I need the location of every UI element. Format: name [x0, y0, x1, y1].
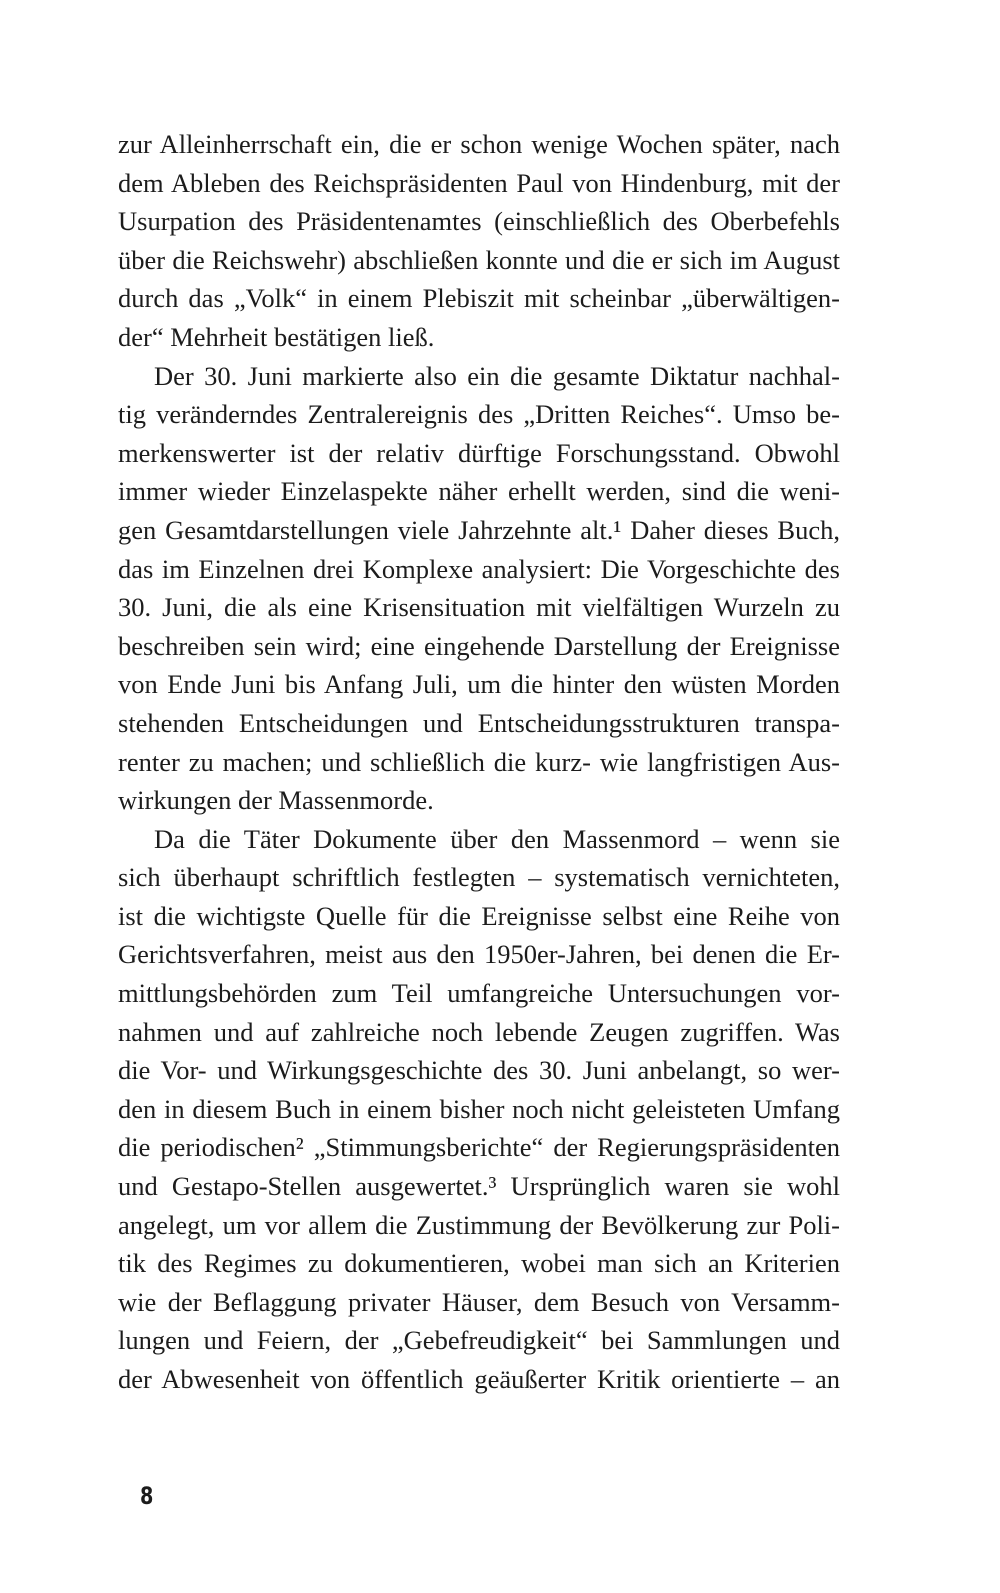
- text-line: wirkungen der Massenmorde.: [118, 785, 434, 816]
- text-line: 30. Juni, die als eine Krisensituation mit vielfältigen Wurzeln zu: [118, 592, 840, 623]
- text-line: tik des Regimes zu dokumentieren, wobei man sich an Kriterien: [118, 1248, 840, 1279]
- text-line: mittlungsbehörden zum Teil umfangreiche Untersuchungen vor-: [118, 978, 840, 1009]
- text-line: gen Gesamtdarstellungen viele Jahrzehnte alt.¹ Daher dieses Buch,: [118, 514, 840, 545]
- text-line: sich überhaupt schriftlich festlegten – systematisch vernichteten,: [118, 862, 840, 893]
- text-line: von Ende Juni bis Anfang Juli, um die hinter den wüsten Morden: [118, 669, 840, 700]
- text-line: Da die Täter Dokumente über den Massenmord – wenn sie: [154, 823, 840, 854]
- text-line: die Vor- und Wirkungsgeschichte des 30. Juni anbelangt, so wer-: [118, 1055, 840, 1086]
- text-line: angelegt, um vor allem die Zustimmung der Bevölkerung zur Poli-: [118, 1209, 840, 1240]
- text-line: beschreiben sein wird; eine eingehende Darstellung der Ereignisse: [118, 630, 840, 661]
- text-line: tig veränderndes Zentralereignis des „Dritten Reiches“. Umso be-: [118, 399, 840, 430]
- text-line: das im Einzelnen drei Komplexe analysiert: Die Vorgeschichte des: [118, 553, 840, 584]
- text-line: Der 30. Juni markierte also ein die gesamte Diktatur nachhal-: [154, 360, 840, 391]
- text-line: nahmen und auf zahlreiche noch lebende Zeugen zugriffen. Was: [118, 1016, 840, 1047]
- text-line: Gerichtsverfahren, meist aus den 1950er-Jahren, bei denen die Er-: [118, 939, 840, 970]
- text-line: dem Ableben des Reichspräsidenten Paul von Hindenburg, mit der: [118, 167, 840, 198]
- text-line: Usurpation des Präsidentenamtes (einschließlich des Oberbefehls: [118, 206, 840, 237]
- text-line: lungen und Feiern, der „Gebefreudigkeit“ bei Sammlungen und: [118, 1325, 840, 1356]
- body-text: [118, 125, 840, 1399]
- text-line: über die Reichswehr) abschließen konnte und die er sich im August: [118, 244, 840, 275]
- text-line: merkenswerter ist der relativ dürftige Forschungsstand. Obwohl: [118, 437, 840, 468]
- text-line: und Gestapo-Stellen ausgewertet.³ Ursprünglich waren sie wohl: [118, 1171, 840, 1202]
- text-line: die periodischen² „Stimmungsberichte“ der Regierungspräsidenten: [118, 1132, 840, 1163]
- text-line: durch das „Volk“ in einem Plebiszit mit scheinbar „überwältigen-: [118, 283, 840, 314]
- text-line: immer wieder Einzelaspekte näher erhellt werden, sind die weni-: [118, 476, 840, 507]
- text-line: der Abwesenheit von öffentlich geäußerter Kritik orientierte – an: [118, 1364, 840, 1394]
- paragraph-2: [118, 357, 840, 820]
- text-line: zur Alleinherrschaft ein, die er schon wenige Wochen später, nach: [118, 129, 840, 159]
- text-line: renter zu machen; und schließlich die kurz- wie langfristigen Aus-: [118, 746, 840, 777]
- page-number: 8: [140, 1482, 154, 1510]
- text-line: stehenden Entscheidungen und Entscheidungsstrukturen transpa-: [118, 707, 840, 738]
- text-line: wie der Beflaggung privater Häuser, dem Besuch von Versamm-: [118, 1286, 840, 1317]
- text-line: ist die wichtigste Quelle für die Ereignisse selbst eine Reihe von: [118, 900, 840, 931]
- paragraph-3: [118, 820, 840, 1399]
- text-line: den in diesem Buch in einem bisher noch nicht geleisteten Umfang: [118, 1093, 840, 1124]
- paragraph-1: [118, 125, 840, 357]
- text-line: der“ Mehrheit bestätigen ließ.: [118, 321, 435, 352]
